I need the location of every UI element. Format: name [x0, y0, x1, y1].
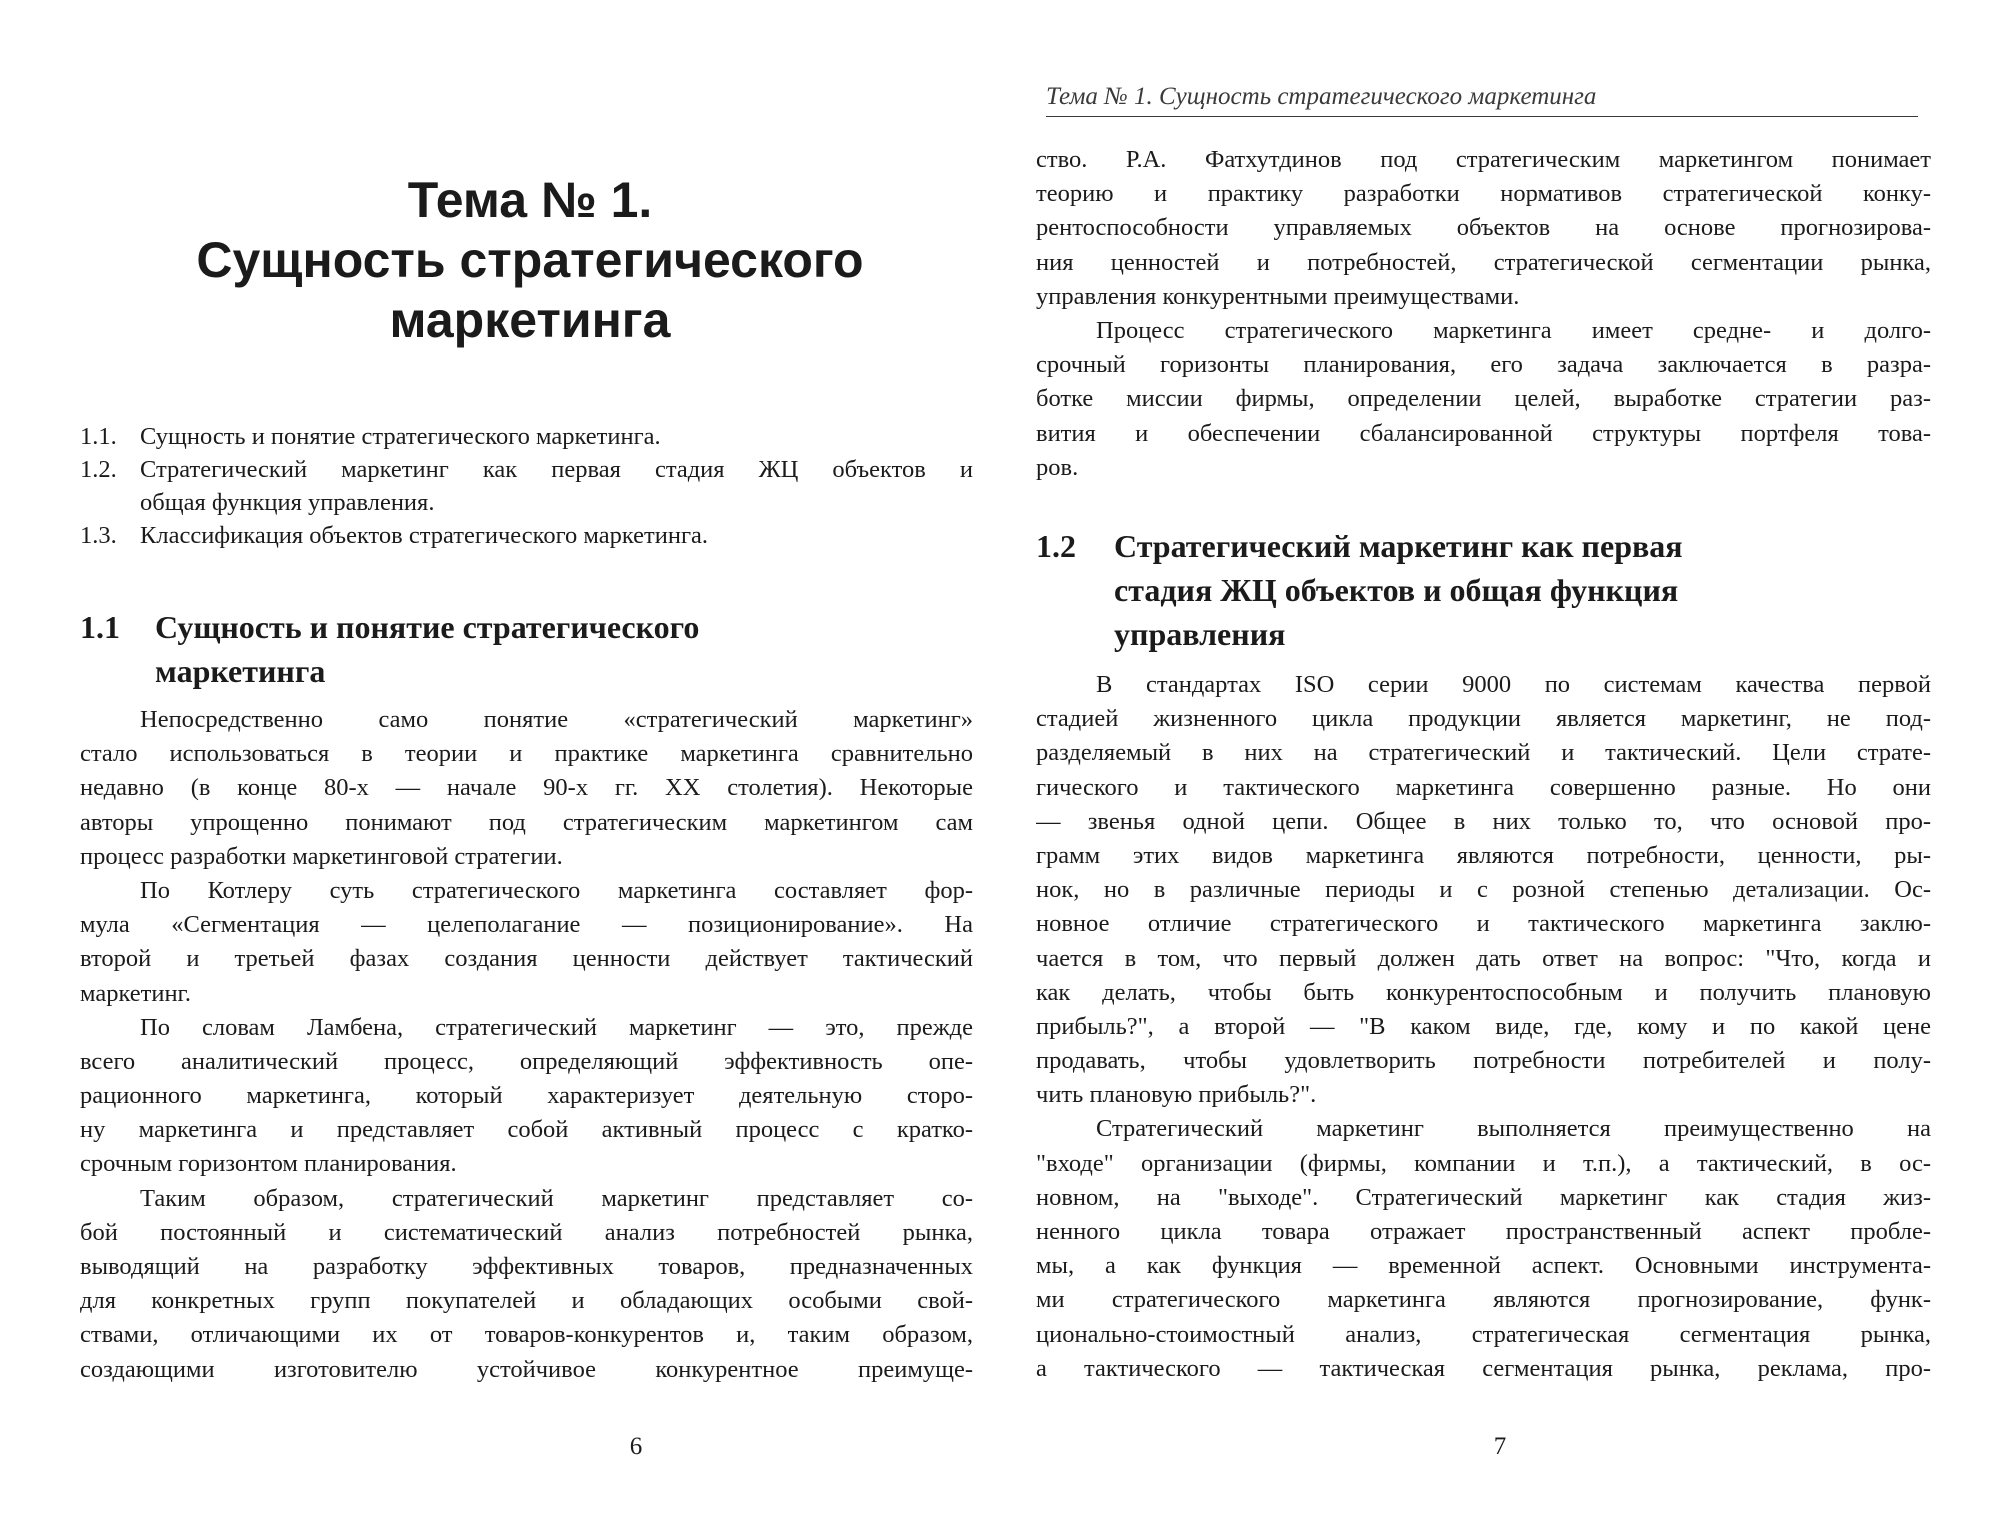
text-line: ров.	[1036, 453, 1079, 481]
text-line: прибыль?", а второй — "В каком виде, где, кому и по какой цене	[1036, 1012, 1931, 1040]
topic-title-line: Тема № 1.	[407, 172, 653, 228]
text-line: как делать, чтобы быть конкурентоспособным и получить плановую	[1036, 978, 1931, 1006]
section-heading-1-2	[1036, 524, 1931, 656]
section-heading-1-1	[80, 605, 973, 695]
topic-title-line: маркетинга	[389, 292, 671, 348]
text-line: — звенья одной цепи. Общее в них только то, что основой про-	[1036, 807, 1931, 835]
text-line: разделяемый в них на стратегический и тактический. Цели страте-	[1036, 739, 1931, 767]
text-line: грамм этих видов маркетинга являются потребности, ценности, ры-	[1036, 841, 1931, 869]
text-line: рационного маркетинга, который характеризует деятельную сторо-	[80, 1082, 973, 1110]
section-title-line: маркетинга	[155, 653, 326, 689]
toc-item-text: Стратегический маркетинг как первая стадия ЖЦ объектов и	[140, 456, 973, 483]
text-line: нок, но в различные периоды и с розной степенью детализации. Ос-	[1036, 876, 1931, 904]
text-line: Стратегический маркетинг выполняется преимущественно на	[1096, 1115, 1931, 1143]
toc-item-text: Сущность и понятие стратегического маркетинга.	[140, 423, 661, 450]
right-page	[1036, 0, 1931, 1537]
section-title-line: Сущность и понятие стратегического	[155, 609, 700, 645]
text-line: продавать, чтобы удовлетворить потребности потребителей и полу-	[1036, 1047, 1931, 1075]
section-title-line: Стратегический маркетинг как первая	[1114, 528, 1683, 564]
toc-item-text: Классификация объектов стратегического маркетинга.	[140, 522, 708, 549]
text-line: мы, а как функция — временной аспект. Основными инструмента-	[1036, 1252, 1931, 1280]
topic-title-line: Сущность стратегического	[196, 232, 864, 288]
left-body-text	[80, 703, 973, 1387]
text-line: ботке миссии фирмы, определении целей, выработке стратегии раз-	[1036, 385, 1931, 413]
table-of-contents	[80, 420, 973, 552]
toc-item-number: 1.1.	[80, 423, 117, 450]
text-line: стало использоваться в теории и практике маркетинга сравнительно	[80, 740, 973, 768]
text-line: процесс разработки маркетинговой стратегии.	[80, 842, 563, 870]
text-line: авторы упрощенно понимают под стратегическим маркетингом сам	[80, 808, 973, 836]
text-line: В стандартах ISO серии 9000 по системам качества первой	[1096, 671, 1931, 698]
toc-item-number: 1.2.	[80, 456, 117, 483]
page-number: 6	[629, 1433, 643, 1460]
text-line: чить плановую прибыль?".	[1036, 1081, 1317, 1109]
left-page	[80, 0, 973, 1537]
text-line: срочный горизонты планирования, его задача заключается в разра-	[1036, 351, 1931, 379]
text-line: гического и тактического маркетинга совершенно разные. Но они	[1036, 773, 1931, 801]
text-line: По словам Ламбена, стратегический маркетинг — это, прежде	[140, 1013, 973, 1041]
section-number: 1.1	[80, 609, 120, 645]
section-title-line: управления	[1114, 616, 1286, 652]
text-line: чается в том, что первый должен дать ответ на вопрос: "Что, когда и	[1036, 944, 1931, 972]
text-line: второй и третьей фазах создания ценности действует тактический	[80, 945, 973, 973]
text-line: мула «Сегментация — целеполагание — позиционирование». На	[80, 911, 973, 939]
section-number: 1.2	[1036, 528, 1076, 564]
text-line: рентоспособности управляемых объектов на основе прогнозирова-	[1036, 214, 1931, 242]
right-body-text-top	[1036, 143, 1931, 485]
text-line: теорию и практику разработки нормативов стратегической конку-	[1036, 180, 1931, 208]
toc-item-text: общая функция управления.	[140, 489, 435, 516]
text-line: стадией жизненного цикла продукции является маркетинг, не под-	[1036, 705, 1931, 733]
text-line: выводящий на разработку эффективных товаров, предназначенных	[80, 1253, 973, 1280]
running-head: Тема № 1. Сущность стратегического маркетинга	[1046, 82, 1918, 117]
text-line: вития и обеспечении сбалансированной структуры портфеля това-	[1036, 419, 1931, 447]
toc-item	[80, 420, 973, 453]
text-line: ну маркетинга и представляет собой активный процесс с кратко-	[80, 1116, 973, 1144]
text-line: ционально-стоимостный анализ, стратегическая сегментация рынка,	[1036, 1320, 1931, 1348]
text-line: ненного цикла товара отражает пространственный аспект пробле-	[1036, 1218, 1931, 1245]
right-body-text-bottom	[1036, 668, 1931, 1386]
text-line: Таким образом, стратегический маркетинг представляет со-	[140, 1184, 973, 1212]
topic-title	[80, 170, 980, 350]
section-title-line: стадия ЖЦ объектов и общая функция	[1114, 572, 1679, 608]
text-line: срочным горизонтом планирования.	[80, 1150, 457, 1178]
text-line: ствами, отличающими их от товаров-конкурентов и, таким образом,	[80, 1321, 973, 1349]
page-number: 7	[1493, 1433, 1507, 1460]
text-line: управления конкурентными преимуществами.	[1036, 282, 1520, 310]
text-line: недавно (в конце 80-х — начале 90-х гг. XX столетия). Некоторые	[80, 774, 973, 802]
text-line: "входе" организации (фирмы, компании и т.п.), а тактический, в ос-	[1036, 1149, 1931, 1177]
toc-item	[80, 519, 973, 552]
text-line: Непосредственно само понятие «стратегический маркетинг»	[140, 706, 973, 733]
text-line: для конкретных групп покупателей и обладающих особыми свой-	[80, 1287, 973, 1315]
toc-item	[80, 453, 973, 519]
text-line: Процесс стратегического маркетинга имеет средне- и долго-	[1096, 316, 1931, 344]
text-line: ми стратегического маркетинга являются прогнозирование, функ-	[1036, 1286, 1931, 1314]
toc-item-number: 1.3.	[80, 522, 117, 549]
text-line: новном, на "выходе". Стратегический маркетинг как стадия жиз-	[1036, 1183, 1931, 1211]
text-line: всего аналитический процесс, определяющий эффективность опе-	[80, 1047, 973, 1075]
text-line: а тактического — тактическая сегментация рынка, реклама, про-	[1036, 1354, 1931, 1382]
text-line: ство. Р.А. Фатхутдинов под стратегическим маркетингом понимает	[1036, 146, 1931, 173]
text-line: ния ценностей и потребностей, стратегической сегментации рынка,	[1036, 248, 1931, 276]
text-line: создающими изготовителю устойчивое конкурентное преимуще-	[80, 1355, 973, 1383]
text-line: маркетинг.	[80, 979, 191, 1007]
text-line: новное отличие стратегического и тактического маркетинга заклю-	[1036, 910, 1931, 938]
text-line: По Котлеру суть стратегического маркетинга составляет фор-	[140, 876, 973, 904]
text-line: бой постоянный и систематический анализ потребностей рынка,	[80, 1218, 973, 1246]
